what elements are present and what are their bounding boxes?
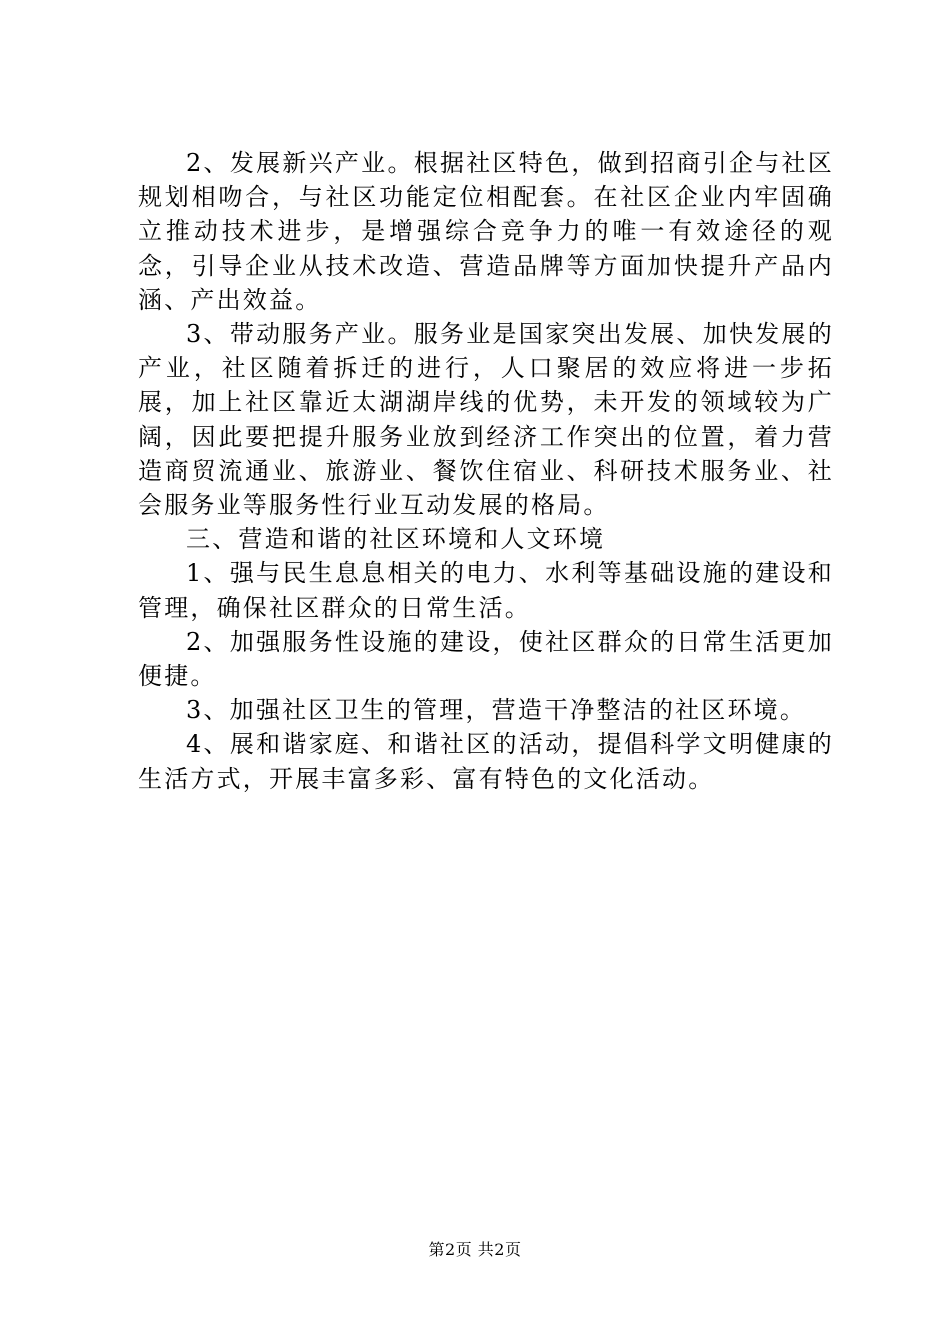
paragraph-community-hygiene: 3、加强社区卫生的管理，营造干净整洁的社区环境。 [186, 696, 807, 725]
paragraph-harmonious-activities: 4、展和谐家庭、和谐社区的活动，提倡科学文明健康的生活方式，开展丰富多彩、富有特色的文化活动。 [138, 730, 834, 793]
paragraph-drive-service-industry: 3、带动服务产业。服务业是国家突出发展、加快发展的产业，社区随着拆迁的进行，人口聚居的效应将进一步拓展，加上社区靠近太湖湖岸线的优势，未开发的领域较为广阔，因此要把提升服务业放到经济工作突出的位置，着力营造商贸流通业、旅游业、餐饮住宿业、科研技术服务业、社会服务业等服务性行业互动发展的格局。 [138, 320, 834, 520]
page-number-footer: 第2页 共2页 [428, 1240, 522, 1259]
paragraph-service-facilities: 2、加强服务性设施的建设，使社区群众的日常生活更加便捷。 [138, 627, 834, 691]
paragraph-develop-emerging-industry: 2、发展新兴产业。根据社区特色，做到招商引企与社区规划相吻合，与社区功能定位相配套。在社区企业内牢固确立推动技术进步，是增强综合竞争力的唯一有效途径的观念，引导企业从技术改造、营造品牌等方面加快提升产品内涵、产出效益。 [138, 149, 834, 314]
section-heading-harmonious-environment: 三、营造和谐的社区环境和人文环境 [186, 525, 606, 554]
document-body [138, 146, 834, 796]
paragraph-infrastructure: 1、强与民生息息相关的电力、水利等基础设施的建设和管理，确保社区群众的日常生活。 [138, 559, 834, 622]
